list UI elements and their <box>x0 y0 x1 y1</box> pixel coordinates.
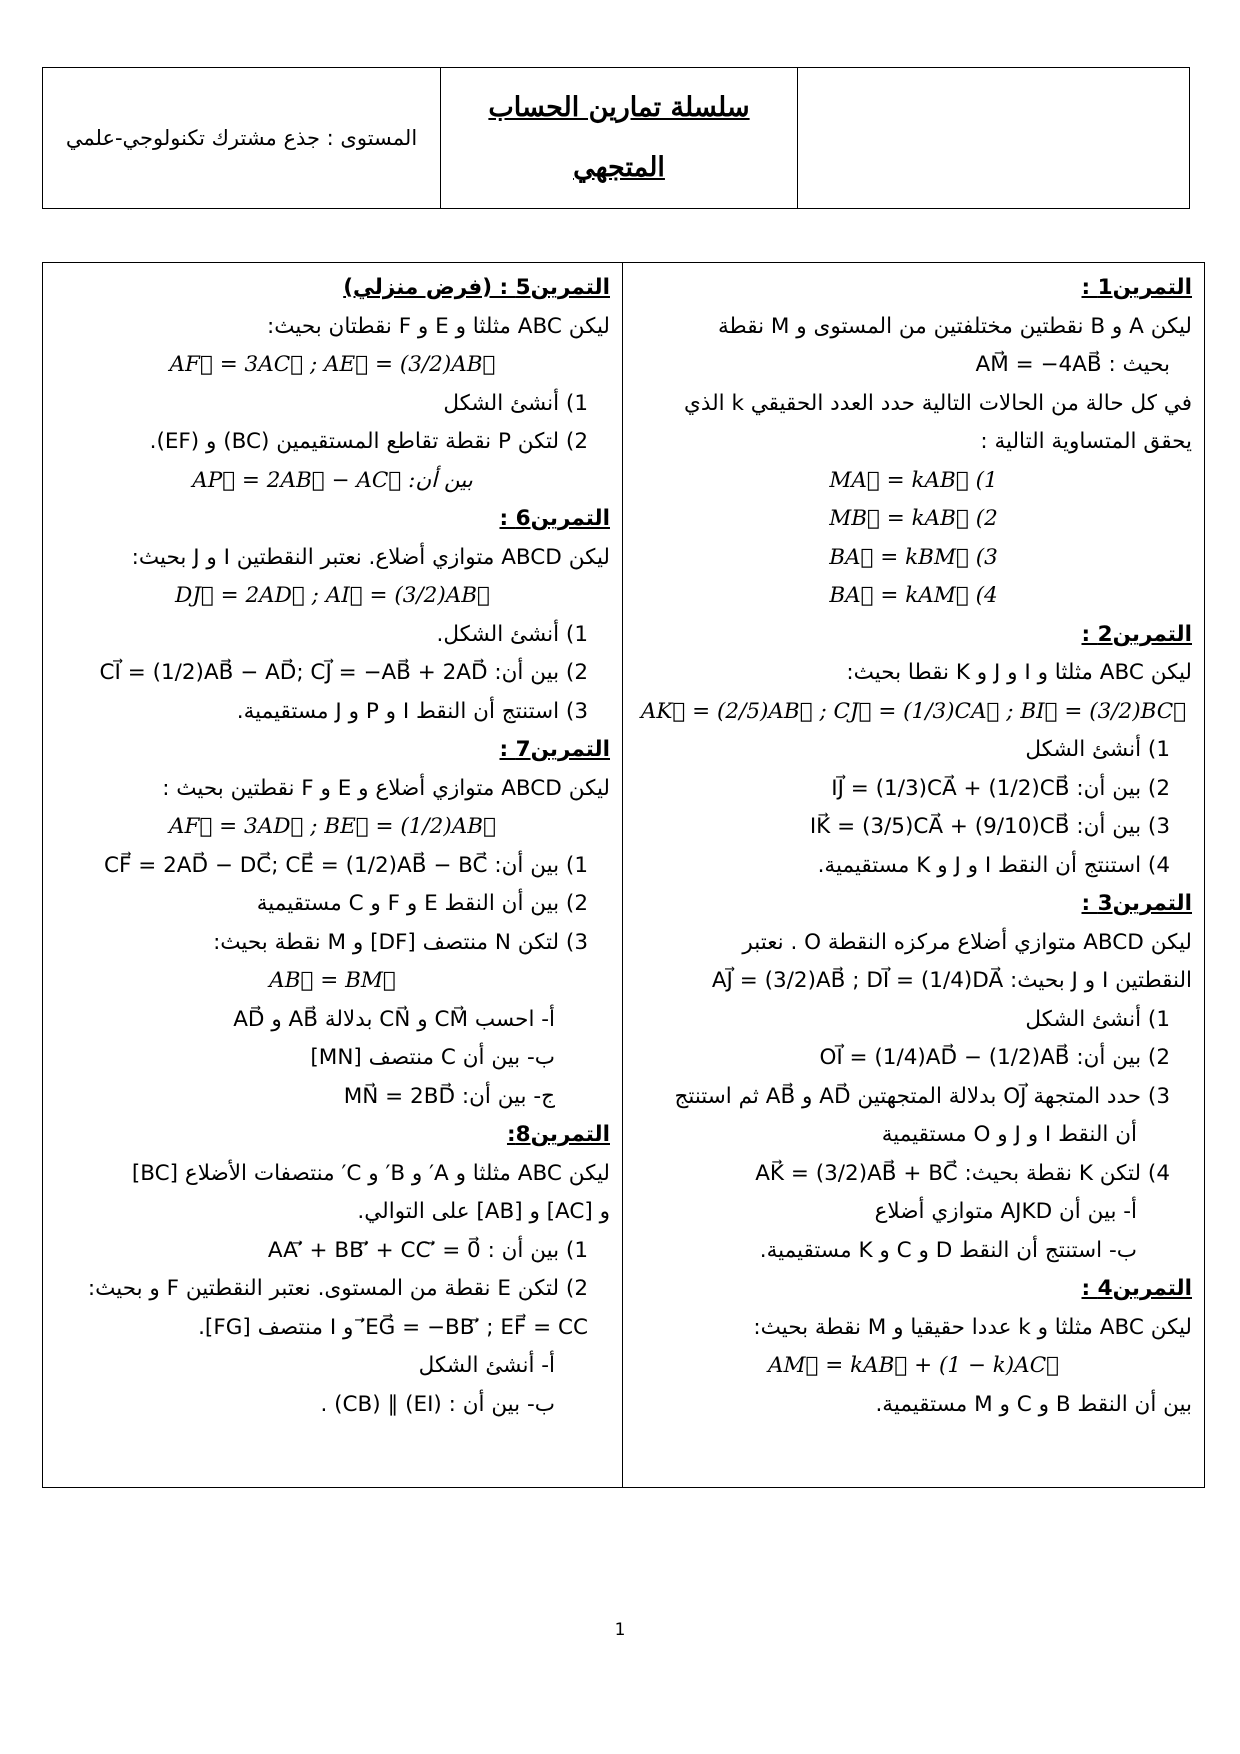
page-number: 1 <box>614 1620 626 1640</box>
exercise-title: التمرين4 : <box>1081 1276 1192 1301</box>
question-line: 3) استنتج أن النقط I و P و J مستقيمية. <box>236 698 588 724</box>
text-line: بين أن النقط B و C و M مستقيمية. <box>875 1391 1192 1417</box>
math-line: بين أن: AP⃗ = 2AB⃗ − AC⃗ <box>192 467 473 493</box>
question-line: 1) أنشئ الشكل. <box>436 621 588 647</box>
math-line: AF⃗ = 3AD⃗ ; BE⃗ = (1/2)AB⃗ <box>169 814 496 839</box>
math-line: 1) MA⃗ = kAB⃗ <box>829 467 998 493</box>
question-line: 1) بين أن: CF⃗ = 2AD⃗ − DC⃗; CE⃗ = (1/2)AB⃗ − BC⃗ <box>104 852 588 878</box>
math-line: AB⃗ = BM⃗ <box>269 968 396 993</box>
math-line: AK⃗ = (2/5)AB⃗ ; CJ⃗ = (1/3)CA⃗ ; BI⃗ = (3/2)BC⃗ <box>640 698 1187 724</box>
text-line: ليكن ABCD متوازي أضلاع و E و F نقطتين بحيث : <box>162 775 610 801</box>
question-line: 4) لتكن K نقطة بحيث: AK⃗ = (3/2)AB⃗ + BC⃗ <box>755 1160 1170 1186</box>
header-table <box>42 67 1190 209</box>
sub-question-line: ب- بين أن C منتصف [MN] <box>310 1045 555 1070</box>
math-line: AM⃗ = kAB⃗ + (1 − k)AC⃗ <box>767 1353 1060 1378</box>
question-line: بحيث : AM⃗ = −4AB⃗ <box>975 352 1170 377</box>
empty-cell <box>798 68 1189 208</box>
title-cell <box>441 68 798 208</box>
exercise-title: التمرين7 : <box>499 737 610 762</box>
question-line: 2) بين أن: CI⃗ = (1/2)AB⃗ − AD⃗; CJ⃗ = −AB⃗ + 2AD⃗ <box>99 660 588 685</box>
exercise-title: التمرين1 : <box>1081 275 1192 300</box>
level-text: المستوى : جذع مشترك تكنولوجي-علمي <box>65 126 418 150</box>
question-line: 1) أنشئ الشكل <box>1025 737 1170 762</box>
math-line: 4) BA⃗ = kAM⃗ <box>829 583 998 608</box>
question-line: 1) بين أن : AA′⃗ + BB′⃗ + CC′⃗ = 0⃗ <box>267 1237 588 1263</box>
text-line: ليكن ABCD متوازي أضلاع مركزه النقطة O . نعتبر <box>742 929 1192 955</box>
question-line: 2) بين أن النقط E و F و C مستقيمية <box>256 891 588 916</box>
math-line: 2) MB⃗ = kAB⃗ <box>829 506 998 531</box>
question-line: 2) لتكن E نقطة من المستوى. نعتبر النقطتين F و بحيث: <box>87 1276 588 1301</box>
question-line: 3) بين أن: IK⃗ = (3/5)CA⃗ + (9/10)CB⃗ <box>809 814 1170 839</box>
title-line-2: المتجهي <box>573 152 665 183</box>
question-line: 2) بين أن: OI⃗ = (1/4)AD⃗ − (1/2)AB⃗ <box>819 1045 1170 1070</box>
question-line: 2) لتكن P نقطة تقاطع المستقيمين (BC) و (EF). <box>149 429 588 454</box>
title-line-1: سلسلة تمارين الحساب <box>488 92 750 123</box>
text-line: ليكن A و B نقطتين مختلفتين من المستوى و M نقطة <box>718 313 1192 339</box>
exercise-title: التمرين6 : <box>499 506 610 531</box>
text-line: ليكن ABC مثلثا و A′ و B′ و C′ منتصفات الأضلاع [BC] <box>131 1160 610 1186</box>
math-line: DJ⃗ = 2AD⃗ ; AI⃗ = (3/2)AB⃗ <box>175 583 490 608</box>
question-line: 2) بين أن: IJ⃗ = (1/3)CA⃗ + (1/2)CB⃗ <box>831 775 1170 801</box>
sub-question-line: ب- استنتج أن النقط D و C و K مستقيمية. <box>759 1237 1137 1263</box>
exercises-table <box>42 262 1205 1488</box>
right-column <box>623 263 1204 1487</box>
question-line: 1) أنشئ الشكل <box>443 390 588 416</box>
exercise-title: التمرين8: <box>506 1122 610 1147</box>
text-line: ليكن ABC مثلثا و I و J و K نقطا بحيث: <box>846 660 1192 685</box>
left-column <box>43 263 623 1487</box>
sub-question-line: أ- احسب CM⃗ و CN⃗ بدلالة AB⃗ و AD⃗ <box>233 1006 555 1032</box>
question-line: 1) أنشئ الشكل <box>1025 1006 1170 1032</box>
text-line: و [AC] و [AB] على التوالي. <box>357 1199 610 1224</box>
sub-question-line: ج- بين أن: MN⃗ = 2BD⃗ <box>343 1083 555 1109</box>
text-line: يحقق المتساوية التالية : <box>980 429 1192 454</box>
exercise-title: التمرين5 : (فرض منزلي) <box>343 275 610 300</box>
exercise-title: التمرين3 : <box>1081 891 1192 916</box>
question-line: 3) حدد المتجهة OJ⃗ بدلالة المتجهتين AD⃗ و AB⃗ ثم استنتج <box>674 1083 1170 1109</box>
sub-question-line: أن النقط I و J و O مستقيمية <box>881 1122 1137 1147</box>
text-line: النقطتين I و J بحيث: AJ⃗ = (3/2)AB⃗ ; DI⃗ = (1/4)DA⃗ <box>711 968 1192 993</box>
math-line: AF⃗ = 3AC⃗ ; AE⃗ = (3/2)AB⃗ <box>169 352 496 377</box>
level-cell <box>43 68 441 208</box>
sub-question-line: ب- بين أن : (EI) ∥ (CB) . <box>320 1391 555 1417</box>
question-line: EG⃗ = −BB′⃗ ; EF⃗ = CC′⃗ و I منتصف [FG]. <box>198 1314 588 1340</box>
text-line: ليكن ABCD متوازي أضلاع. نعتبر النقطتين I و J بحيث: <box>131 544 610 570</box>
question-line: 4) استنتج أن النقط I و J و K مستقيمية. <box>817 852 1170 878</box>
sub-question-line: أ- بين أن AJKD متوازي أضلاع <box>874 1199 1137 1224</box>
text-line: ليكن ABC مثلثا و E و F نقطتان بحيث: <box>267 313 610 339</box>
math-line: 3) BA⃗ = kBM⃗ <box>829 544 998 570</box>
sub-question-line: أ- أنشئ الشكل <box>418 1353 555 1378</box>
text-line: في كل حالة من الحالات التالية حدد العدد الحقيقي k الذي <box>683 390 1192 416</box>
question-line: 3) لتكن N منتصف [DF] و M نقطة بحيث: <box>213 929 588 955</box>
exercise-title: التمرين2 : <box>1081 621 1192 647</box>
text-line: ليكن ABC مثلثا و k عددا حقيقيا و M نقطة بحيث: <box>753 1314 1192 1340</box>
